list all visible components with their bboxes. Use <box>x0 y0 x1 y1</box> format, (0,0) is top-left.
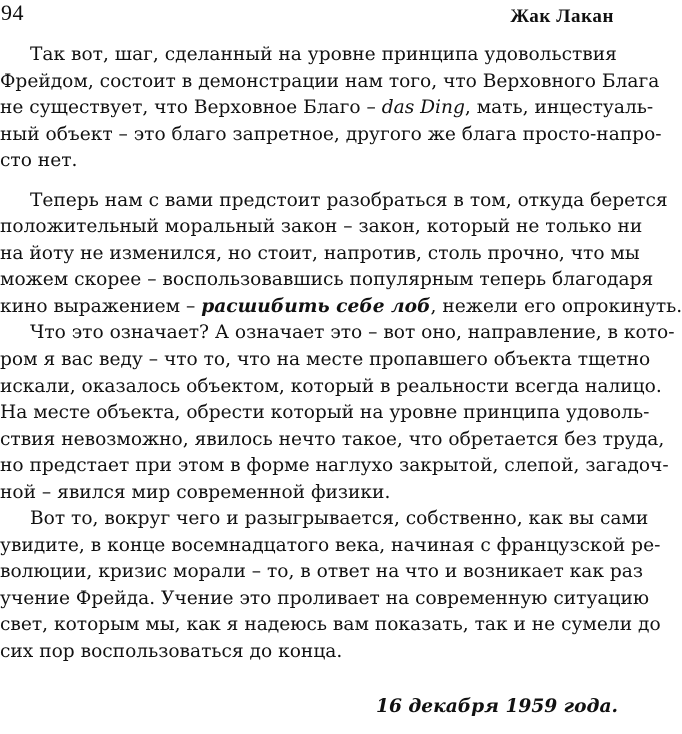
text-line <box>0 294 682 321</box>
italic-term: das Ding <box>381 97 465 119</box>
paragraph-4 <box>0 506 661 665</box>
text-line: ром я вас веду – что то, что на месте пропавшего объекта тщетно <box>0 349 651 371</box>
text-line: ной – явился мир современной физики. <box>0 481 391 503</box>
body-text <box>0 42 682 666</box>
text-line: увидите, в конце восемнадцатого века, начиная с французской ре- <box>0 534 661 556</box>
text-line: Фрейдом, состоит в демонстрации нам того, что Верховного Блага <box>0 70 660 92</box>
paragraph-1 <box>0 42 662 175</box>
text-line: Вот то, вокруг чего и разыгрывается, собственно, как вы сами <box>30 508 649 530</box>
page-number: 94 <box>1 0 24 25</box>
text-line: положительный моральный закон – закон, который не только ни <box>0 216 643 238</box>
text-line: свет, которым мы, как я надеюсь вам показать, так и не сумели до <box>0 614 661 636</box>
text-fragment: кино выражением – <box>0 295 202 317</box>
text-line: Так вот, шаг, сделанный на уровне принципа удовольствия <box>30 44 617 65</box>
italic-phrase: расшибить себе лоб <box>201 295 431 317</box>
text-line: Что это означает? А означает это – вот оно, направление, в кото- <box>30 322 675 344</box>
text-line: ный объект – это благо запретное, другого же блага просто-напро- <box>0 123 662 145</box>
text-line: сто нет. <box>0 150 78 172</box>
text-line: на йоту не изменился, но стоит, напротив, столь прочно, что мы <box>0 242 640 264</box>
paragraph-3 <box>0 320 675 506</box>
date-signature: 16 декабря 1959 года. <box>376 696 618 717</box>
text-line: учение Фрейда. Учение это проливает на современную ситуацию <box>0 587 650 609</box>
text-line: ствия невозможно, явилось нечто такое, что обретается без труда, <box>0 428 665 450</box>
text-fragment: , нежели его опрокинуть. <box>430 295 682 317</box>
text-line: сих пор воспользоваться до конца. <box>0 641 343 663</box>
text-line: можем скорее – воспользовавшись популярным теперь благодаря <box>0 269 654 291</box>
text-fragment: не существует, что Верховное Благо – <box>0 97 382 119</box>
text-line: На месте объекта, обрести который на уровне принципа удоволь- <box>0 402 650 424</box>
running-head: Жак Лакан <box>510 6 614 27</box>
text-line <box>0 95 654 122</box>
text-line: Теперь нам с вами предстоит разобраться в том, откуда берется <box>30 189 668 211</box>
text-fragment: , мать, инцестуаль- <box>464 97 654 119</box>
text-line: волюции, кризис морали – то, в ответ на что и возникает как раз <box>0 561 644 583</box>
text-line: искали, оказалось объектом, который в реальности всегда налицо. <box>0 375 662 397</box>
text-line: но предстает при этом в форме наглухо закрытой, слепой, загадоч- <box>0 455 669 477</box>
paragraph-2 <box>0 188 682 321</box>
